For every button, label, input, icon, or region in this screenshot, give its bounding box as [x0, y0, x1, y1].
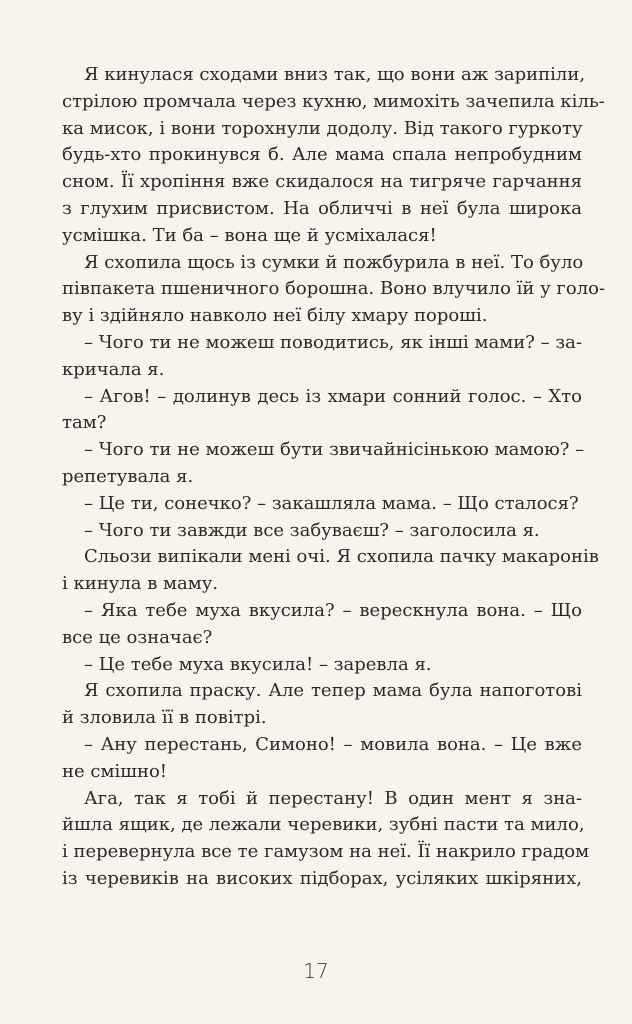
text-line: там? [62, 412, 107, 434]
text-line: йшла ящик, де лежали черевики, зубні пасти та мило, [62, 814, 585, 836]
text-line: із черевиків на високих підборах, усіляких шкіряних, [62, 867, 582, 889]
text-line: Сльози випікали мені очі. Я схопила пачку макаронів [84, 546, 599, 568]
text-line: півпакета пшеничного борошна. Воно влучило їй у голо- [62, 278, 606, 300]
text-line: стрілою промчала через кухню, мимохіть зачепила кіль- [62, 90, 605, 112]
text-line: – Чого ти не можеш поводитись, як інші мами? – за- [84, 331, 582, 353]
text-line: не смішно! [62, 760, 168, 782]
text-line: і перевернула все те гамузом на неї. Її накрило градом [62, 841, 590, 863]
text-line: – Агов! – долинув десь із хмари сонний голос. – Хто [84, 385, 582, 407]
text-line: – Чого ти не можеш бути звичайнісінькою мамою? – [84, 439, 585, 461]
text-line: – Чого ти завжди все забуваєш? – заголосила я. [84, 519, 540, 541]
page-number: 17 [303, 959, 329, 983]
text-line: Я кинулася сходами вниз так, що вони аж зарипіли, [84, 64, 586, 85]
text-line: ву і здійняло навколо неї білу хмару пороші. [62, 305, 488, 327]
text-line: – Яка тебе муха вкусила? – верескнула вона. – Що [84, 599, 582, 621]
text-line: Я схопила праску. Але тепер мама була напоготові [84, 680, 582, 702]
text-line: все це означає? [62, 626, 213, 648]
text-line: й зловила її в повітрі. [62, 707, 267, 729]
text-line: ка мисок, і вони торохнули додолу. Від такого гуркоту [62, 117, 583, 139]
text-line: – Ану перестань, Симоно! – мовила вона. – Це вже [84, 733, 582, 755]
text-line: будь-хто прокинувся б. Але мама спала непробудним [62, 144, 582, 166]
text-line: з глухим присвистом. На обличчі в неї була широка [62, 197, 582, 219]
text-line: сном. Її хропіння вже скидалося на тигряче гарчання [62, 171, 582, 193]
text-line: усмішка. Ти ба – вона ще й усміхалася! [62, 224, 437, 246]
text-line: Ага, так я тобі й перестану! В один мент я зна- [84, 787, 582, 809]
text-line: кричала я. [62, 358, 165, 380]
text-line: – Це ти, сонечко? – закашляла мама. – Що сталося? [84, 492, 579, 514]
text-line: Я схопила щось із сумки й пожбурила в неї. То було [84, 251, 584, 273]
body-text [62, 62, 606, 893]
text-line: і кинула в маму. [62, 573, 219, 595]
text-line: – Це тебе муха вкусила! – заревла я. [84, 653, 432, 675]
text-line: репетувала я. [62, 465, 194, 487]
